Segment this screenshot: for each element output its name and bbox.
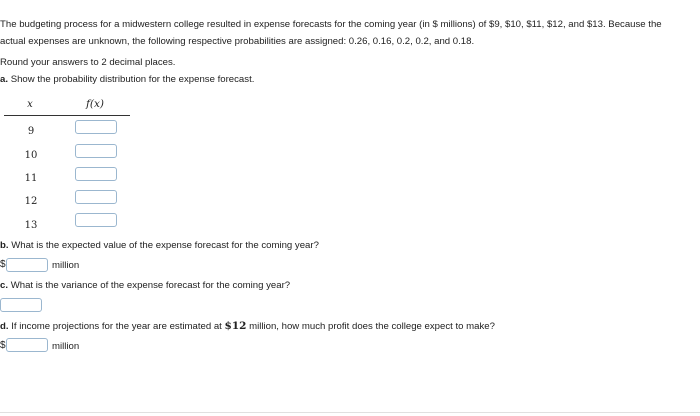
part-a-question	[0, 74, 254, 85]
part-c-question	[0, 280, 290, 291]
part-b-letter: b.	[0, 240, 9, 251]
part-d-text-before: If income projections for the year are estimated at	[11, 321, 225, 332]
x-value: 9	[27, 126, 35, 137]
x-value: 10	[24, 150, 38, 161]
part-c-text: What is the variance of the expense forecast for the coming year?	[10, 280, 291, 291]
part-b-unit: million	[52, 260, 80, 271]
part-c-letter: c.	[0, 280, 9, 291]
part-b-currency-symbol: $	[0, 259, 6, 270]
fx-input-13[interactable]	[75, 213, 117, 227]
part-b-question	[0, 240, 319, 251]
x-value: 12	[24, 196, 38, 207]
part-d-amount: $12	[224, 320, 247, 332]
part-d-text-after: million, how much profit does the college expect to make?	[246, 321, 495, 332]
fx-input-10[interactable]	[75, 144, 117, 158]
part-d-letter: d.	[0, 321, 9, 332]
problem-intro-line-1: The budgeting process for a midwestern college resulted in expense forecasts for the coming year (in $ millions) of $9, $10, $11, $12, and $13. Because the	[0, 19, 662, 30]
part-d-unit: million	[52, 341, 80, 352]
variance-input[interactable]	[0, 298, 42, 312]
problem-intro-line-2: actual expenses are unknown, the following respective probabilities are assigned: 0.26, 0.16, 0.2, 0.2, and 0.18.	[0, 36, 475, 47]
part-a-text: Show the probability distribution for the expense forecast.	[10, 74, 255, 85]
fx-input-11[interactable]	[75, 167, 117, 181]
x-value: 11	[24, 173, 38, 184]
part-d-question	[0, 320, 495, 332]
expected-value-input[interactable]	[6, 258, 48, 272]
rounding-instruction: Round your answers to 2 decimal places.	[0, 57, 176, 68]
fx-input-12[interactable]	[75, 190, 117, 204]
part-a-letter: a.	[0, 74, 9, 85]
column-header-x: x	[27, 99, 33, 110]
column-header-fx: f(x)	[86, 98, 105, 110]
table-header-rule	[4, 115, 130, 116]
fx-input-9[interactable]	[75, 120, 117, 134]
bottom-divider	[0, 412, 700, 413]
part-d-currency-symbol: $	[0, 340, 6, 351]
profit-input[interactable]	[6, 338, 48, 352]
part-b-text: What is the expected value of the expense forecast for the coming year?	[11, 240, 319, 251]
x-value: 13	[24, 220, 38, 231]
